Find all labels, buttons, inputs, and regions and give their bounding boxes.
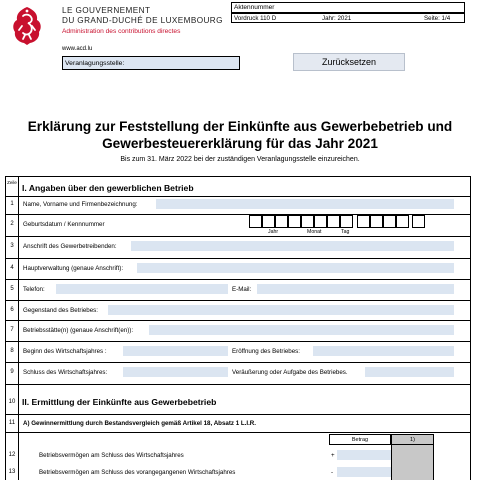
- birthdate-digit-cell[interactable]: [314, 215, 327, 228]
- row-divider: [5, 414, 471, 415]
- row-number: 1: [10, 201, 14, 207]
- row-divider: [5, 432, 471, 433]
- row-number: 4: [10, 265, 14, 271]
- monat-caption: Monat: [307, 229, 322, 235]
- kennnummer-digit-cell[interactable]: [383, 215, 396, 228]
- bv-schluss-input[interactable]: [337, 450, 391, 460]
- aufgabe-label: Veräußerung oder Aufgabe des Betriebes.: [232, 369, 348, 376]
- minus-sign: -: [331, 469, 334, 476]
- betriebsstaette-label: Betriebsstätte(n) (genaue Anschrift(en)):: [23, 327, 134, 334]
- birthdate-digit-cell[interactable]: [288, 215, 301, 228]
- row-number: 9: [10, 369, 14, 375]
- vordruck-label: Vordruck 110 D: [234, 15, 277, 22]
- tag-caption: Tag: [341, 229, 350, 235]
- eroeffnung-input[interactable]: [313, 346, 454, 356]
- name-input[interactable]: [156, 199, 454, 209]
- administration-name: Administration des contributions directes: [62, 28, 181, 35]
- beginn-wj-label: Beginn des Wirtschaftsjahres :: [23, 348, 107, 355]
- jahr-label: Jahr: 2021: [322, 15, 352, 22]
- gov-line-1: LE GOUVERNEMENT: [62, 6, 151, 15]
- row-divider: [5, 279, 471, 280]
- name-label: Name, Vorname und Firmenbezeichnung:: [23, 201, 138, 208]
- plus-sign: +: [331, 452, 335, 459]
- row-divider: [5, 341, 471, 342]
- row-number: 11: [8, 420, 16, 426]
- gov-line-2: DU GRAND-DUCHÉ DE LUXEMBOURG: [62, 16, 223, 25]
- schluss-wj-label: Schluss des Wirtschaftsjahres:: [23, 369, 108, 376]
- row-divider: [5, 258, 471, 259]
- veranlagungsstelle-label: Veranlagungsstelle:: [65, 60, 125, 67]
- aktennummer-label: Aktennummer: [234, 4, 275, 11]
- bv-schluss-label: Betriebsvermögen am Schluss des Wirtschaftsjahres: [39, 452, 184, 459]
- seite-label: Seite: 1/4: [424, 15, 451, 22]
- kennnummer-digit-cell[interactable]: [396, 215, 409, 228]
- grey-column: [391, 445, 434, 480]
- aktennummer-field[interactable]: [231, 2, 465, 13]
- birthdate-digit-cell[interactable]: [340, 215, 353, 228]
- birthdate-digit-cell[interactable]: [275, 215, 288, 228]
- telefon-label: Telefon:: [23, 286, 45, 293]
- section-1-heading: I. Angaben über den gewerblichen Betrieb: [22, 183, 194, 193]
- form-title: [0, 118, 480, 152]
- row-number: 13: [8, 469, 16, 475]
- kennnummer-digit-cell[interactable]: [357, 215, 370, 228]
- vordruck-info: [231, 13, 465, 23]
- row-number: 8: [10, 348, 14, 354]
- row-divider: [5, 362, 471, 363]
- email-input[interactable]: [257, 284, 454, 294]
- beginn-wj-input[interactable]: [123, 346, 228, 356]
- betrag-header: Betrag: [329, 434, 391, 445]
- schluss-wj-input[interactable]: [123, 367, 228, 377]
- title-line-1: Erklärung zur Feststellung der Einkünfte aus Gewerbebetrieb und: [27, 119, 453, 134]
- row-divider: [5, 236, 471, 237]
- luxembourg-lion-crest-icon: [6, 4, 48, 46]
- row-number: 12: [8, 452, 16, 458]
- row-number: 7: [10, 327, 14, 333]
- row-number: 5: [10, 286, 14, 292]
- birthdate-digit-cell[interactable]: [301, 215, 314, 228]
- aufgabe-input[interactable]: [365, 367, 454, 377]
- row-number: 3: [10, 243, 14, 249]
- veranlagungsstelle-field[interactable]: [62, 56, 240, 70]
- betriebsstaette-input[interactable]: [149, 325, 454, 335]
- section-2-heading: II. Ermittlung der Einkünfte aus Gewerbebetrieb: [22, 397, 217, 407]
- submission-deadline: Bis zum 31. März 2022 bei der zuständigen Veranlagungsstelle einzureichen.: [120, 156, 360, 163]
- bv-vorjahr-input[interactable]: [337, 467, 391, 477]
- address-input[interactable]: [131, 241, 454, 251]
- row-divider: [5, 300, 471, 301]
- headquarters-input[interactable]: [137, 263, 454, 273]
- jahr-caption: Jahr: [268, 229, 279, 235]
- birthdate-digit-cell[interactable]: [262, 215, 275, 228]
- birthdate-digit-cell[interactable]: [327, 215, 340, 228]
- row-number: 6: [10, 307, 14, 313]
- bv-vorjahr-label: Betriebsvermögen am Schluss des vorangegangenen Wirtschaftsjahres: [39, 469, 236, 476]
- reset-button[interactable]: Zurücksetzen: [293, 53, 405, 71]
- footnote-header: 1): [391, 434, 434, 445]
- acd-url-link[interactable]: www.acd.lu: [62, 46, 93, 52]
- kennnummer-digit-cell[interactable]: [412, 215, 425, 228]
- telefon-input[interactable]: [56, 284, 228, 294]
- headquarters-label: Hauptverwaltung (genaue Anschrift):: [23, 265, 124, 272]
- row-number: 2: [10, 221, 14, 227]
- title-line-2: Gewerbesteuererklärung für das Jahr 2021: [102, 136, 378, 151]
- email-label: E-Mail:: [232, 286, 252, 293]
- row-number: 10: [8, 399, 16, 405]
- gegenstand-label: Gegenstand des Betriebes:: [23, 307, 98, 314]
- zeile-header: Zeile: [7, 180, 17, 185]
- row-divider: [5, 196, 471, 197]
- row-divider: [5, 320, 471, 321]
- birthdate-digit-cell[interactable]: [249, 215, 262, 228]
- eroeffnung-label: Eröffnung des Betriebes:: [232, 348, 300, 355]
- address-label: Anschrift des Gewerbetreibenden:: [23, 243, 117, 250]
- gegenstand-input[interactable]: [108, 305, 454, 315]
- birthdate-label: Geburtsdatum / Kennnummer: [23, 221, 105, 228]
- kennnummer-digit-cell[interactable]: [370, 215, 383, 228]
- gewinnermittlung-heading: A) Gewinnermittlung durch Bestandsvergleich gemäß Artikel 18, Absatz 1 L.I.R.: [23, 420, 256, 427]
- row-divider: [5, 384, 471, 385]
